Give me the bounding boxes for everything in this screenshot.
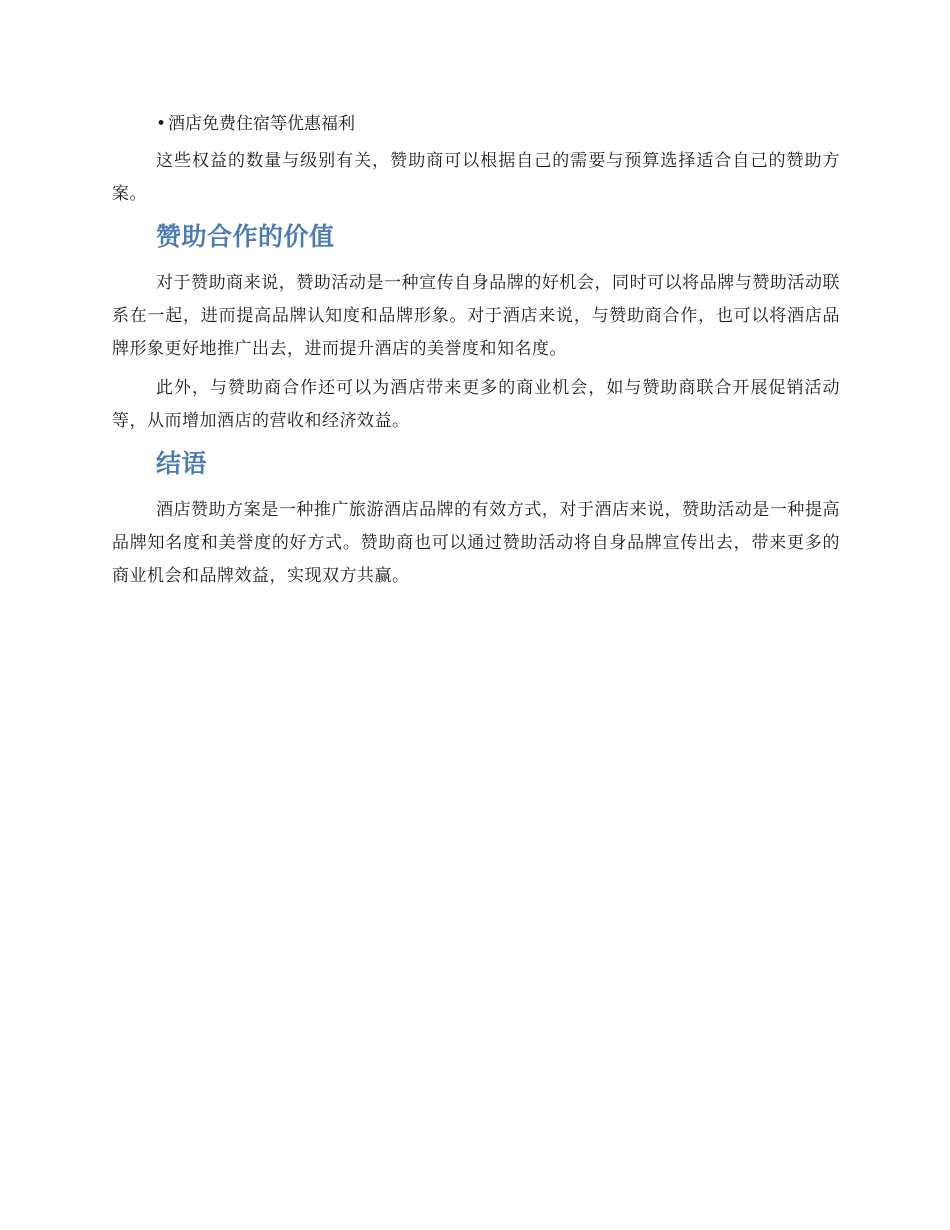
paragraph: 此外，与赞助商合作还可以为酒店带来更多的商业机会，如与赞助商联合开展促销活动等，从而增加酒店的营收和经济效益。 [112, 378, 840, 431]
document-page [112, 108, 840, 599]
bullet-marker: • [156, 114, 167, 134]
intro-paragraph: 这些权益的数量与级别有关，赞助商可以根据自己的需要与预算选择适合自己的赞助方案。 [112, 151, 840, 204]
section-heading-sponsorship-value: 赞助合作的价值 [156, 222, 335, 251]
section-heading-conclusion: 结语 [156, 449, 208, 478]
bullet-list-item [112, 108, 840, 141]
paragraph: 酒店赞助方案是一种推广旅游酒店品牌的有效方式，对于酒店来说，赞助活动是一种提高品牌知名度和美誉度的好方式。赞助商也可以通过赞助活动将自身品牌宣传出去，带来更多的商业机会和品牌效益，实现双方共赢。 [112, 500, 840, 586]
paragraph: 对于赞助商来说，赞助活动是一种宣传自身品牌的好机会，同时可以将品牌与赞助活动联系在一起，进而提高品牌认知度和品牌形象。对于酒店来说，与赞助商合作，也可以将酒店品牌形象更好地推广出去，进而提升酒店的美誉度和知名度。 [112, 273, 840, 359]
bullet-text: 酒店免费住宿等优惠福利 [168, 114, 355, 134]
